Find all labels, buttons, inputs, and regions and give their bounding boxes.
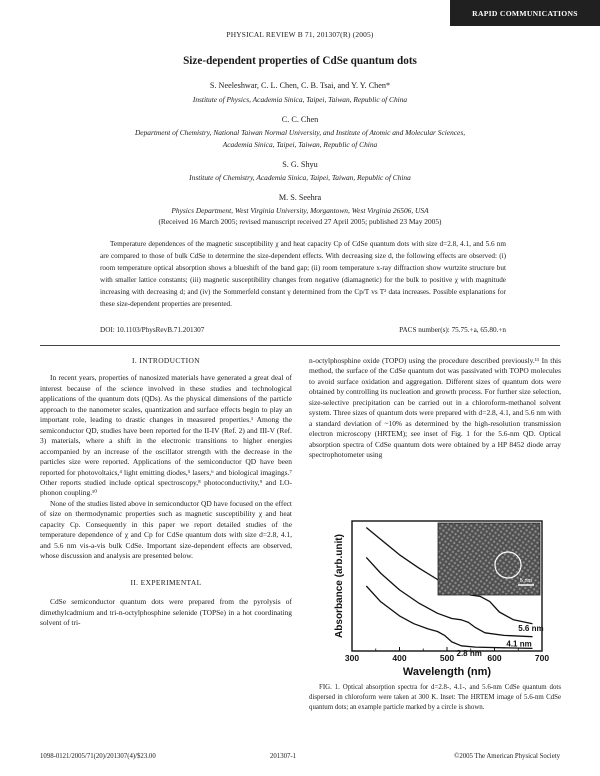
affiliation-4: Physics Department, West Virginia University, Morgantown, West Virginia 26506, USA (171, 206, 429, 215)
affiliation-1: Institute of Physics, Academia Sinica, Taipei, Taiwan, Republic of China (192, 95, 408, 104)
section-heading-introduction: I. INTRODUCTION (132, 356, 200, 365)
pacs-numbers: PACS number(s): 75.75.+a, 65.80.+n (399, 326, 506, 334)
paper-title: Size-dependent properties of CdSe quantum dots (183, 55, 417, 67)
scale-bar-label: 5 nm (519, 578, 533, 584)
footer-center: 201307-1 (270, 753, 297, 760)
x-tick-label: 700 (534, 653, 550, 663)
series-label: 4.1 nm (506, 639, 532, 649)
author-line-2: C. C. Chen (281, 115, 319, 124)
author-line-1: S. Neeleshwar, C. L. Chen, C. B. Tsai, and Y. Y. Chen* (209, 81, 391, 90)
header-divider (40, 345, 560, 346)
absorption-chart (320, 515, 560, 680)
figure-caption (309, 683, 561, 714)
right-column (309, 356, 561, 461)
affiliation-2a: Department of Chemistry, National Taiwan Normal University, and Institute of Atomic and Molecular Sciences, (134, 128, 466, 137)
figure-caption-text: FIG. 1. Optical absorption spectra for d=2.8-, 4.1-, and 5.6-nm CdSe quantum dots dispersed in chloroform were taken at 300 K. Inset: The HRTEM image of 5.6-nm CdSe quantum dots; an example particle marked by a circle is shown. (309, 684, 561, 712)
received-dates: (Received 16 March 2005; revised manuscript received 27 April 2005; published 23 May 2005) (158, 217, 442, 226)
abstract: Temperature dependences of the magnetic susceptibility χ and heat capacity Cp of CdSe quantum dots with size d=2.8, 4.1, and 5.6 nm are compared to those of bulk CdSe to determine the size-dependent effects. With decreasing size d, the following effects are observed: (i) room temperature optical absorption shows a blueshift of the band gap; (ii) room temperature x-ray diffraction show wurtzite structure but with smaller lattice constants; (iii) magnetic susceptibility changes from negative (diamagnetic) for the bulk to positive χ with magnitude increasing with decreasing d; and (iv) the Sommerfeld constant γ determined from the Cp/T vs T² data increases. Possible explanations for these size-dependent properties are presented. (100, 240, 506, 308)
x-axis-label: Wavelength (nm) (402, 666, 492, 678)
affiliation-2b: Academia Sinica, Taipei, Taiwan, Republic of China (222, 140, 378, 149)
x-tick-label: 300 (344, 653, 360, 663)
doi: DOI: 10.1103/PhysRevB.71.201307 (100, 326, 205, 334)
author-line-3: S. G. Shyu (282, 160, 318, 169)
series-label: 2.8 nm (456, 648, 482, 658)
right-paragraph-1: n-octylphosphine oxide (TOPO) using the procedure described previously.¹¹ In this method, the surface of the CdSe quantum dot was passivated with TOPO molecules to avoid surface oxidation and aggregation. Different sizes of quantum dots were obtained by controlling its nucleation and growth process. For further size selection, size-selective precipitation can be carried out in a chloroform-methanol solvent system. Three sizes of quantum dots were prepared with d=2.8, 4.1, and 5.6 nm with a standard deviation of ~10% as determined by the high-resolution transmission electron microscopy (HRTEM); see inset of Fig. 1 for the 5.6-nm QD. Optical absorption spectra of CdSe quantum dots were obtained by a HP 8452 diode array spectrophotometer using (309, 356, 561, 460)
section-heading-experimental: II. EXPERIMENTAL (130, 577, 202, 587)
hrtem-inset-shade (438, 523, 540, 595)
left-column (40, 356, 292, 628)
series-label: 5.6 nm (518, 623, 544, 633)
author-line-4: M. S. Seehra (278, 193, 322, 202)
experimental-paragraph-1: CdSe semiconductor quantum dots were prepared from the pyrolysis of dimethylcadmium and tri-n-octylphosphine selenide (TOPSe) in a hot coordinating solvent of tri- (40, 597, 292, 627)
x-tick-label: 400 (392, 653, 407, 663)
journal-header: PHYSICAL REVIEW B 71, 201307(R) (2005) (226, 30, 374, 39)
rapid-communications-banner: RAPID COMMUNICATIONS (450, 0, 600, 26)
figure-1 (320, 515, 560, 680)
y-axis-label: Absorbance (arb.unit) (334, 534, 345, 638)
x-tick-label: 500 (439, 653, 455, 663)
footer-right: ©2005 The American Physical Society (454, 753, 560, 760)
intro-paragraph-2: None of the studies listed above in semiconductor QD have focused on the effect of size on thermodynamic properties such as magnetic susceptibility χ and heat capacity Cp. Consequently in this paper we report detailed studies of the temperature dependence of χ and Cp for CdSe quantum dots with size d=2.8, 4.1, and 5.6 nm vis-a-vis bulk CdSe. Important size-dependent effects are observed, whose discussion and analysis are presented below. (40, 498, 292, 561)
affiliation-3: Institute of Chemistry, Academia Sinica, Taipei, Taiwan, Republic of China (189, 173, 411, 182)
footer-left: 1098-0121/2005/71(20)/201307(4)/$23.00 (40, 753, 156, 760)
intro-paragraph-1: In recent years, properties of nanosized materials have generated a great deal of interest because of the science involved in these studies and technological applications of the quantum dots (QDs). As the physical dimensions of the particle approach to the nanometer scales, quantization and surface effects begin to play an important role, leading to drastic changes in measured properties.¹ Among the semiconductor QD, studies have been reported for the II-IV (Ref. 2) and III-V (Ref. 3) materials, where a shift in the electronic transitions to higher energies accompanied by an increase of the oscillator strength with the decrease in the particles size were reported. Applications of the semiconductor QD have been reported for photovoltaics,⁴ light emitting diodes,⁵ lasers,⁶ and biological imagings.⁷ Other reports studied include optical spectroscopy,⁸ photoconductivity,⁹ and LO-phonon coupling.¹⁰ (40, 373, 292, 498)
x-tick-label: 600 (487, 653, 502, 663)
